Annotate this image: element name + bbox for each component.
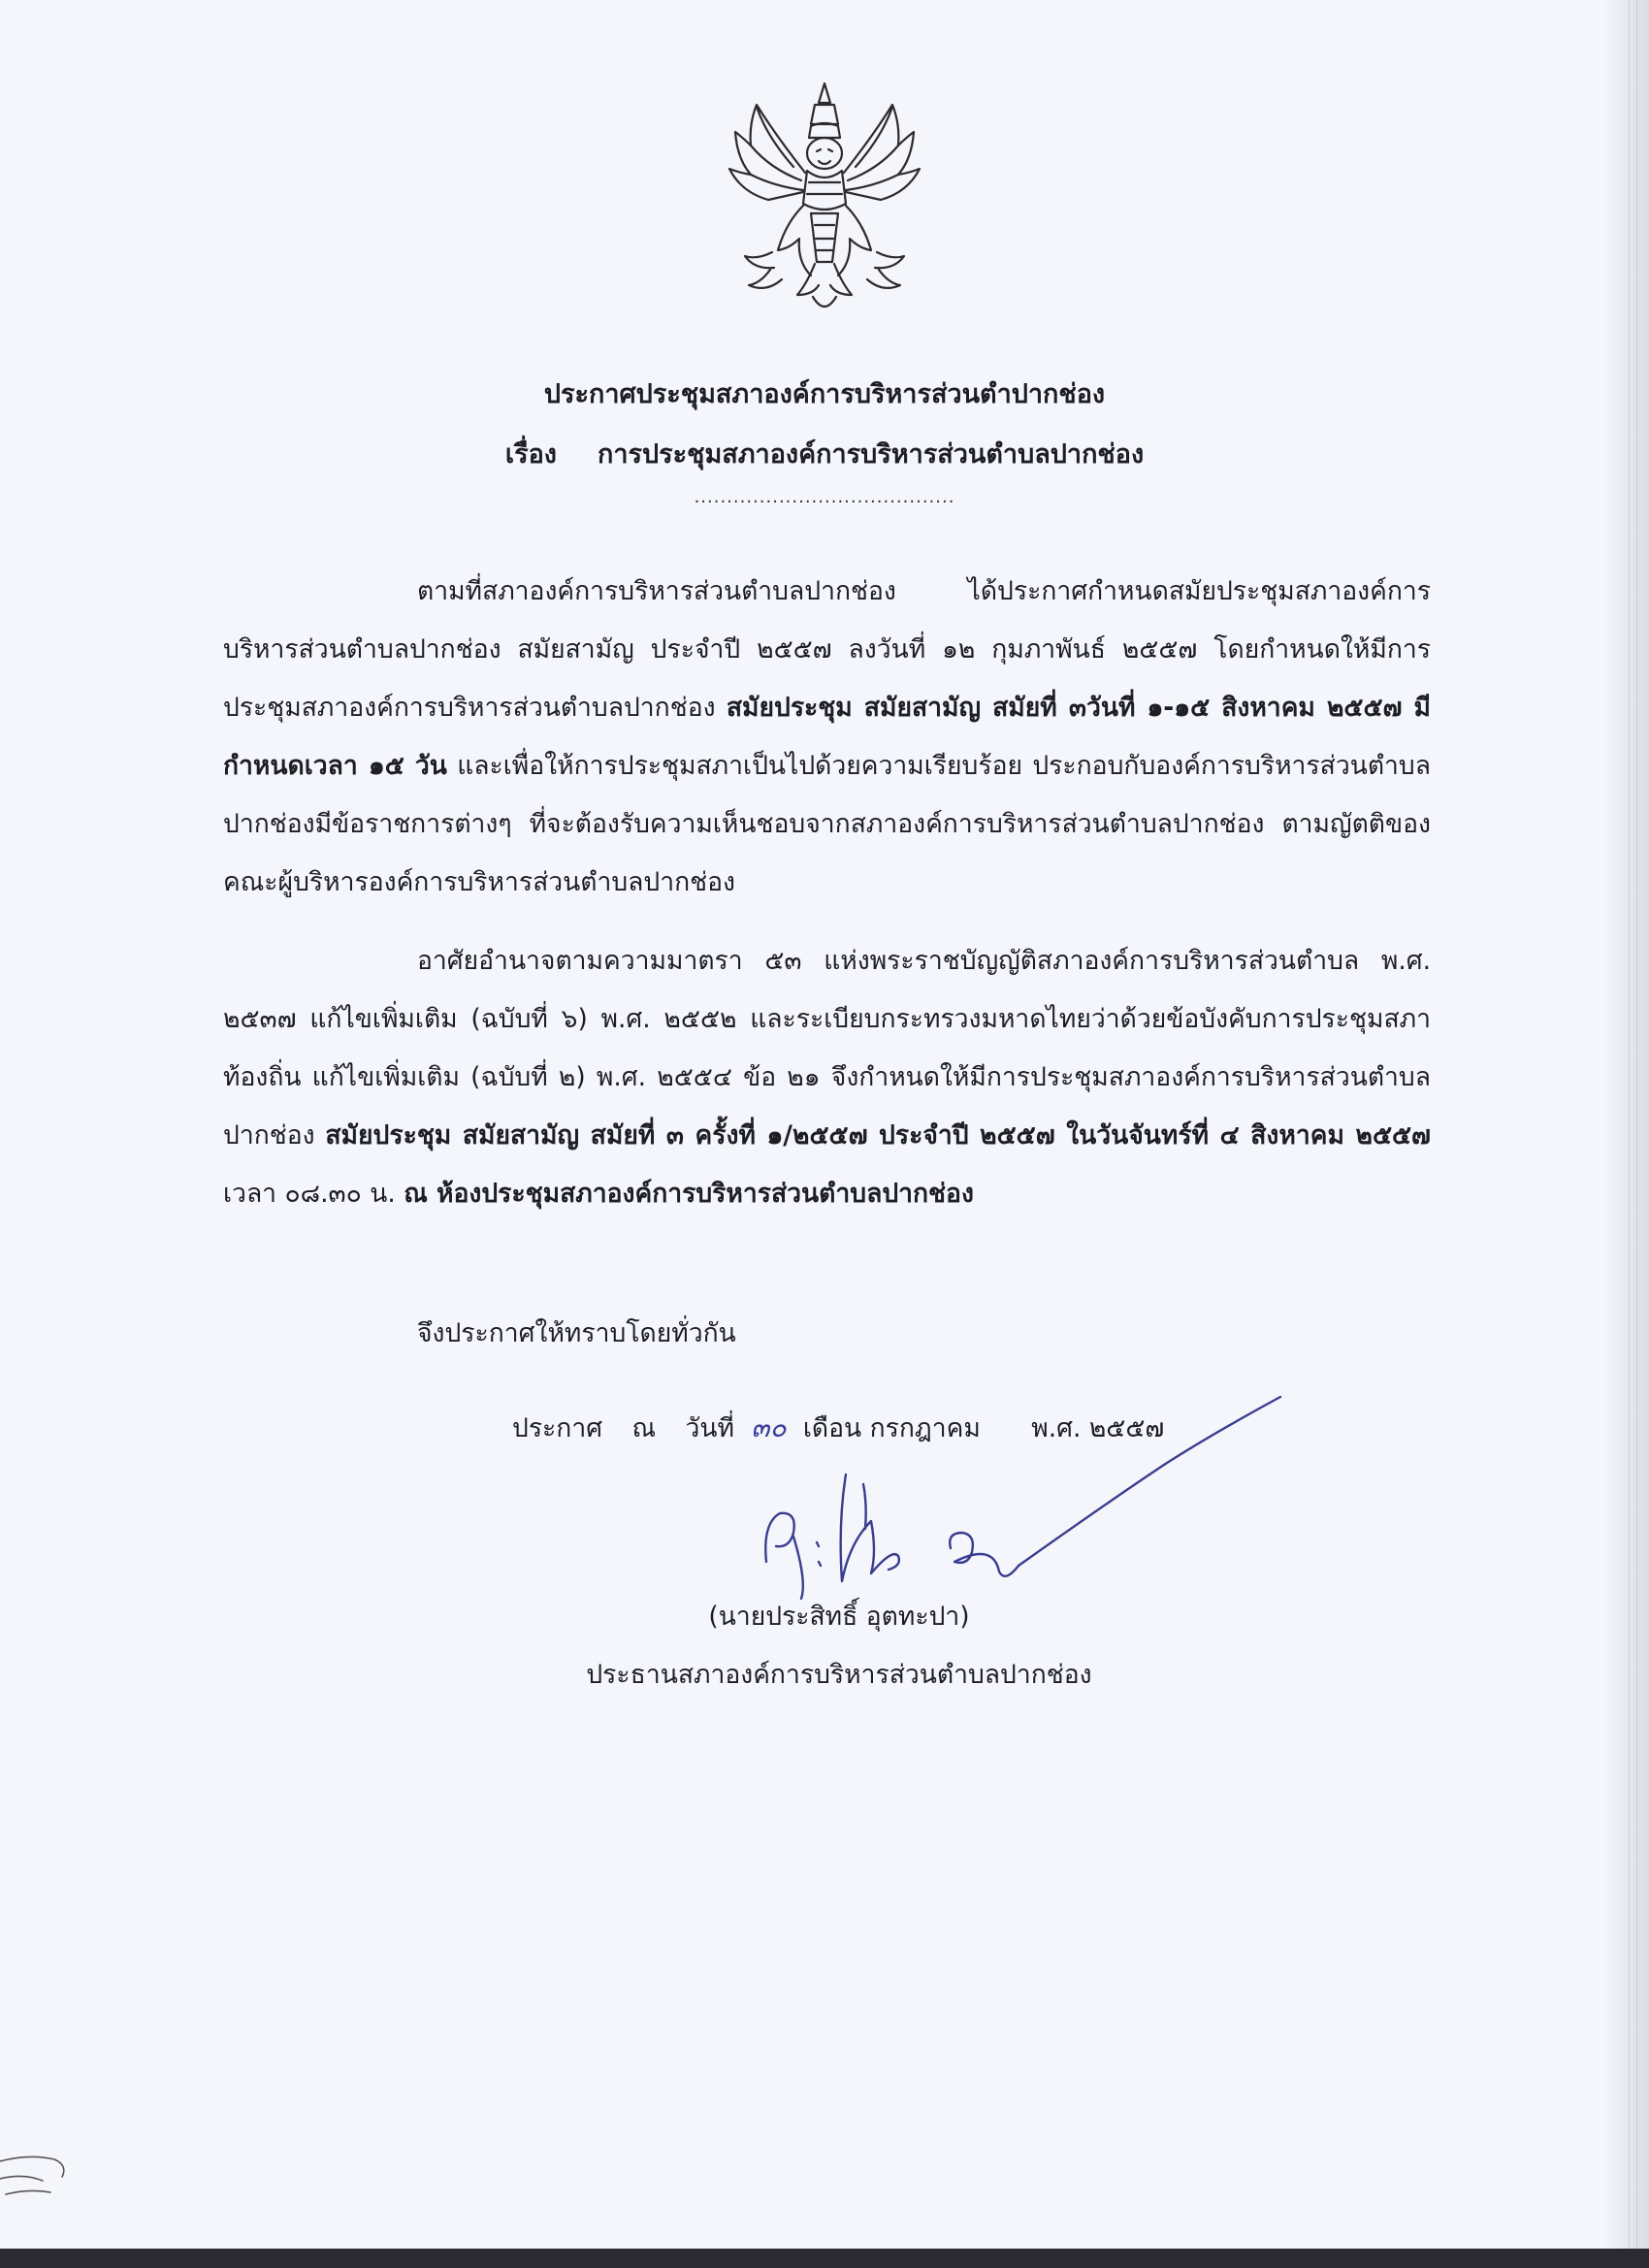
- paragraph-1-bold: สมัยประชุม สมัยสามัญ สมัยที่ ๓วันที่ ๑-๑๕ สิงหาคม ๒๕๕๗ มีกำหนดเวลา ๑๕ วัน: [223, 693, 1431, 781]
- signer-title: ประธานสภาองค์การบริหารส่วนตำบลปากช่อง: [586, 1660, 1092, 1690]
- signer-name: (นายประสิทธิ์ อุตทะปา): [708, 1602, 970, 1632]
- paragraph-2: [223, 932, 1431, 1223]
- year-value: ๒๕๕๗: [1088, 1413, 1165, 1443]
- paragraph-1: [223, 563, 1431, 912]
- scan-bottom-border: [0, 2249, 1649, 2268]
- paragraph-2-bold-b: ณ ห้องประชุมสภาองค์การบริหารส่วนตำบลปากช่อง: [404, 1179, 974, 1209]
- garuda-emblem-icon: [718, 78, 931, 322]
- scan-smudge-icon: [0, 2144, 78, 2202]
- month-value: กรกฎาคม: [869, 1413, 981, 1443]
- closing-sentence: จึงประกาศให้ทราบโดยทั่วกัน: [417, 1318, 736, 1348]
- paragraph-2-text-b: เวลา ๐๘.๓๐ น.: [223, 1179, 396, 1209]
- handwritten-signature-icon: [757, 1358, 1300, 1601]
- paragraph-2-bold-a: สมัยประชุม สมัยสามัญ สมัยที่ ๓ ครั้งที่ ๑/๒๕๕๗ ประจำปี ๒๕๕๗ ในวันจันทร์ที่ ๔ สิงหาคม ๒๕๕๗: [325, 1120, 1431, 1150]
- day-label: วันที่: [685, 1413, 734, 1443]
- scan-edge-shadow: [1604, 0, 1649, 2268]
- paragraph-1-text-a: ตามที่สภาองค์การบริหารส่วนตำบลปากช่อง ได้ประกาศกำหนดสมัยประชุมสภาองค์การบริหารส่วนตำบลปากช่อง สมัยสามัญ ประจำปี ๒๕๕๗ ลงวันที่ ๑๒ กุมภาพันธ์ ๒๕๕๗ โดยกำหนดให้มีการประชุมสภาองค์การบริหารส่วนตำบลปากช่อง: [223, 576, 1431, 723]
- paragraph-1-text-b: และเพื่อให้การประชุมสภาเป็นไปด้วยความเรียบร้อย ประกอบกับองค์การบริหารส่วนตำบลปากช่องมีข้อราชการต่างๆ ที่จะต้องรับความเห็นชอบจากสภาองค์การบริหารส่วนตำบลปากช่อง ตามญัตติของคณะผู้บริหารองค์การบริหารส่วนตำบลปากช่อง: [223, 751, 1431, 897]
- scan-edge-line: [1636, 0, 1637, 2268]
- page-title: ประกาศประชุมสภาองค์การบริหารส่วนตำปากช่อง: [543, 379, 1106, 409]
- announce-label: ประกาศ: [512, 1413, 603, 1443]
- handwritten-day: ๓๐: [751, 1411, 787, 1443]
- title-separator: ........................................: [694, 487, 955, 507]
- scan-edge-line: [1629, 0, 1630, 2268]
- paragraph-2-text-a: อาศัยอำนาจตามความมาตรา ๕๓ แห่งพระราชบัญญัติสภาองค์การบริหารส่วนตำบล พ.ศ. ๒๕๓๗ แก้ไขเพิ่มเติม (ฉบับที่ ๖) พ.ศ. ๒๕๕๒ และระเบียบกระทรวงมหาดไทยว่าด้วยข้อบังคับการประชุมสภาท้องถิ่น แก้ไขเพิ่มเติม (ฉบับที่ ๒) พ.ศ. ๒๕๕๔ ข้อ ๒๑ จึงกำหนดให้มีการประชุมสภาองค์การบริหารส่วนตำบลปากช่อง: [223, 946, 1431, 1150]
- announce-at: ณ: [631, 1413, 657, 1443]
- subject-label: เรื่อง: [504, 439, 557, 470]
- month-label: เดือน: [802, 1413, 862, 1443]
- subject-line: [0, 433, 1649, 474]
- subject-text: การประชุมสภาองค์การบริหารส่วนตำบลปากช่อง: [598, 439, 1145, 470]
- year-label: พ.ศ.: [1031, 1413, 1082, 1443]
